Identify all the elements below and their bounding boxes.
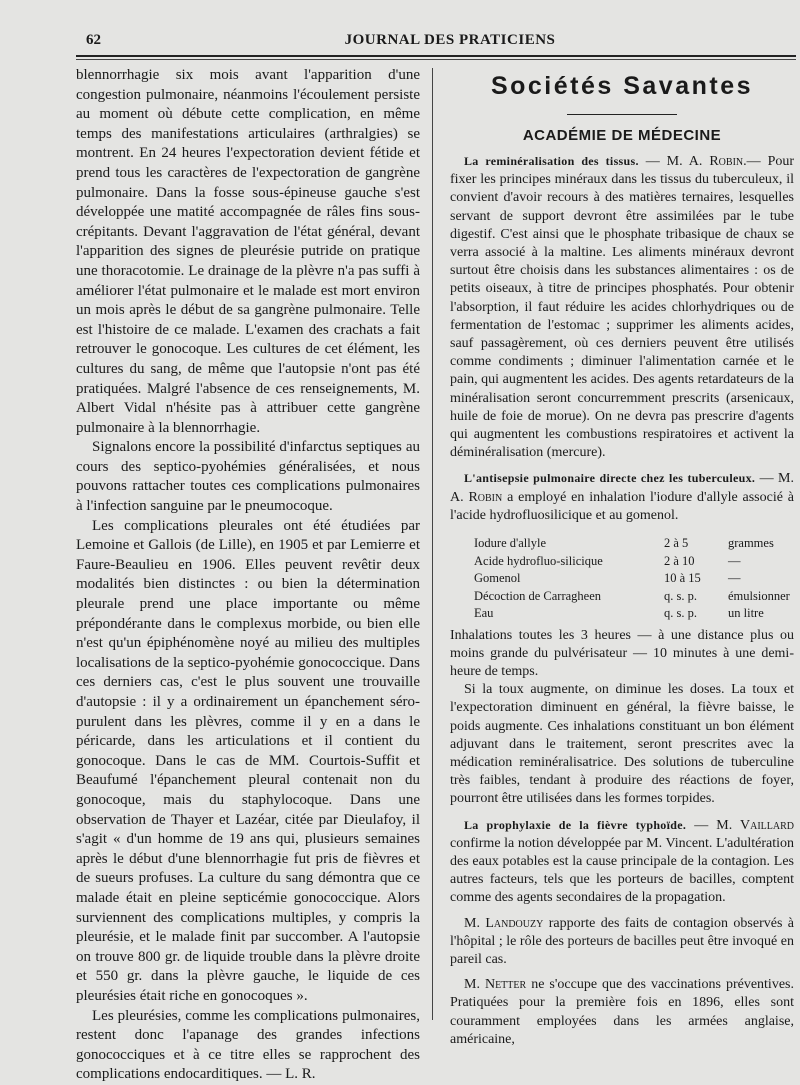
report-author: M. Netter: [464, 977, 527, 993]
report-netter: [450, 976, 794, 1049]
formula-ingredient: Eau: [474, 606, 494, 621]
report-author: — M. A. Robin.: [645, 154, 747, 169]
header-rule-thin: [76, 59, 796, 60]
article-paragraph: blennorrhagie six mois avant l'apparition d'une congestion pulmonaire, néanmoins l'écoulement persiste au moment où débute cette complication, en même temps des manifestations articulaires (arthralgies) se montrent. En 24 heures l'expectoration devient fétide et prend tous les caractères de l'expectoration de gangrène pulmonaire. Dans la fosse sous-épineuse gauche s'est développée une matité accompagnée de râles fins sous-crépitants. Devant l'aggravation de l'état général, devant l'apparition des signes de pleurésie putride on pratique une thoracotomie. Le drainage de la plèvre n'a pas suffi à améliorer l'état pulmonaire et le malade est mort environ un mois après le début de sa gangrène pulmonaire. Telle est l'histoire de ce malade. L'examen des crachats a fait retrouver le gonocoque. Les cultures de cet élément, les cultures du sang, de même que l'autopsie n'ont pas été pratiquées. Malgré l'absence de ces renseignements, M. Albert Vidal n'hésite pas à attribuer cette gangrène pulmonaire à la blennorrhagie.: [76, 67, 420, 436]
column-divider: [432, 68, 433, 1020]
report-remineralisation: [450, 152, 794, 462]
formula-unit: —: [728, 571, 741, 586]
report-title: La reminéralisation des tissus.: [464, 154, 639, 168]
formula-unit: un litre: [728, 606, 764, 621]
header-rule: [76, 55, 796, 57]
report-landouzy: [450, 915, 794, 970]
formula-row: [474, 553, 790, 571]
formula-ingredient: Décoction de Carragheen: [474, 588, 602, 603]
report-text: — Pour fixer les principes minéraux dans les tissus du tuberculeux, il convient d'avoir recours à des matières ternaires, lesquelles servant de support devront être assimilées par le tube digestif. C'est ainsi que le phosphate tribasique de chaux se verra associé à la maltine. Les aliments minéraux devront surtout être choisis dans les substances alimentaires : os de petits oiseaux, à titre de principes phosphatés. Pour obtenir l'absorption, il faut réduire les acides chlorhydriques ou de fermentation de l'estomac ; supprimer les aliments acides, sauf passagèrement, où ces derniers peuvent être utilisés comme condiments ; diminuer l'alimentation carnée et le pain, qui augmentent les acides. Des agents retardateurs de la minéralisation seront concurremment prescrits (arsenicaux, huile de foie de morue). On ne devra pas prescrire d'agents qui augmentent les combustions respiratoires et activent la déminéralisation (mercure).: [450, 154, 795, 461]
report-text: rapporte des faits de contagion observés à l'hôpital ; le rôle des porteurs de bacilles peut être invoqué en pareil cas.: [450, 915, 795, 968]
formula-quantity: q. s. p.: [664, 606, 697, 621]
formula-quantity: 2 à 5: [664, 536, 689, 551]
subsection-title: ACADÉMIE DE MÉDECINE: [522, 127, 722, 144]
formula-ingredient: Iodure d'allyle: [474, 536, 547, 551]
report-title: La prophylaxie de la fièvre typhoïde.: [464, 817, 687, 832]
formula-note: Inhalations toutes les 3 heures — à une distance plus ou moins grande du pulvérisateur — 10 minutes à une demi-heure de temps.: [450, 627, 794, 679]
page-header: [0, 0, 800, 60]
formula-ingredient: Gomenol: [474, 571, 521, 586]
formula-row: [474, 605, 790, 623]
page-number: 62: [86, 32, 101, 48]
left-column: [76, 66, 420, 1085]
formula-unit: —: [728, 553, 741, 568]
article-paragraph: Les complications pleurales ont été étudiées par Lemoine et Gallois (de Lille), en 1905 et par Lemierre et Faure-Beaulieu en 1906. Elles peuvent revêtir deux modalités bien distinctes : ou bien la détermination pleurale prend une place importante ou même prépondérante dans le complexus morbide, ou bien elle n'est qu'un épiphénomène noyé au milieu des multiples localisations de la septico-pyohémie gonococcique. Dans ces derniers cas, c'est le plus souvent une trouvaille d'autopsie : il y a ordinairement un épanchement séro-purulent dans les plèvres, comme il y en a dans le péricarde, dans les articulations et il contient du gonocoque. Dans le cas de MM. Courtois-Suffit et Beaufumé l'épanchement pleural contenait non du gonocoque, mais du staphylocoque. Dans une observation de Thayer et Lazéar, citée par Dieulafoy, il s'agit « d'un homme de 19 ans qui, plusieurs semaines après le début d'une blennorrhagie fut pris de fièvres et de sueurs profuses. La culture du sang démontra que ce malade était en pleine septicémie gonococcique. Alors surviennent des complications multiples, y compris la pleurésie, et le malade finit par succomber. A l'autopsie on trouve 800 gr. de liquide trouble dans la plèvre droite et 550 gr. dans la plèvre gauche, le liquide de ces pleurésies était riche en gonocoques ».: [76, 517, 420, 1004]
formula-unit: émulsionner: [728, 588, 790, 603]
section-title: Sociétés Savantes: [490, 72, 754, 100]
formula-ingredient: Acide hydrofluo-silicique: [474, 553, 603, 568]
right-column: [450, 68, 794, 1049]
report-text: a employé en inhalation l'iodure d'allyle associé à l'acide hydrofluosilicique et au gomenol.: [450, 489, 794, 523]
report-prophylaxie: [450, 816, 794, 908]
formula-quantity: 2 à 10: [664, 553, 695, 568]
article-paragraph: Signalons encore la possibilité d'infarctus septiques au cours des septico-pyohémies généralisées, et nous pouvons rattacher toutes ces complications pulmonaires à l'infection sanguine par le pneumocoque.: [76, 439, 420, 515]
report-text: confirme la notion développée par M. Vincent. L'adultération des eaux potables est la cause principale de la contagion. Les autres facteurs, tels que les porteurs de bacilles, comptent comme des agents secondaires de la propagation.: [450, 835, 794, 906]
report-author: — M. A. Robin: [450, 471, 794, 505]
formula-row: [474, 535, 790, 553]
formula-unit: grammes: [728, 536, 774, 551]
section-rule: [567, 114, 677, 115]
formula-quantity: q. s. p.: [664, 588, 697, 603]
formula-row: [474, 570, 790, 588]
report-antisepsie: [450, 469, 794, 525]
formula-table: [474, 535, 790, 623]
report-antisepsie-continued: Si la toux augmente, on diminue les doses. La toux et l'expectoration diminuent en général, la fièvre baisse, le poids augmente. Ces inhalations constituant un bon élément adjuvant dans le traitement, seront prescrites avec la médication reminéralisatrice. Des solutions de tuberculine très faibles, tendant à produire des réactions de foyer, pourront être utilisées dans les formes torpides.: [450, 682, 794, 807]
article-paragraph: Les pleurésies, comme les complications pulmonaires, restent donc l'apanage des grandes infections gonococciques et à ce titre elles se rapprochent des complications endocarditiques. — L. R.: [76, 1007, 420, 1083]
journal-title: JOURNAL DES PRATICIENS: [344, 32, 556, 48]
formula-quantity: 10 à 15: [664, 571, 701, 586]
report-text: ne s'occupe que des vaccinations préventives. Pratiquées pour la première fois en 1896, elles sont couramment employées dans les armées anglaise, américaine,: [450, 977, 794, 1047]
report-title: L'antisepsie pulmonaire directe chez les tuberculeux.: [464, 471, 756, 486]
report-author: — M. Vaillard: [694, 817, 794, 833]
report-author: M. Landouzy: [464, 915, 544, 931]
formula-row: [474, 588, 790, 606]
